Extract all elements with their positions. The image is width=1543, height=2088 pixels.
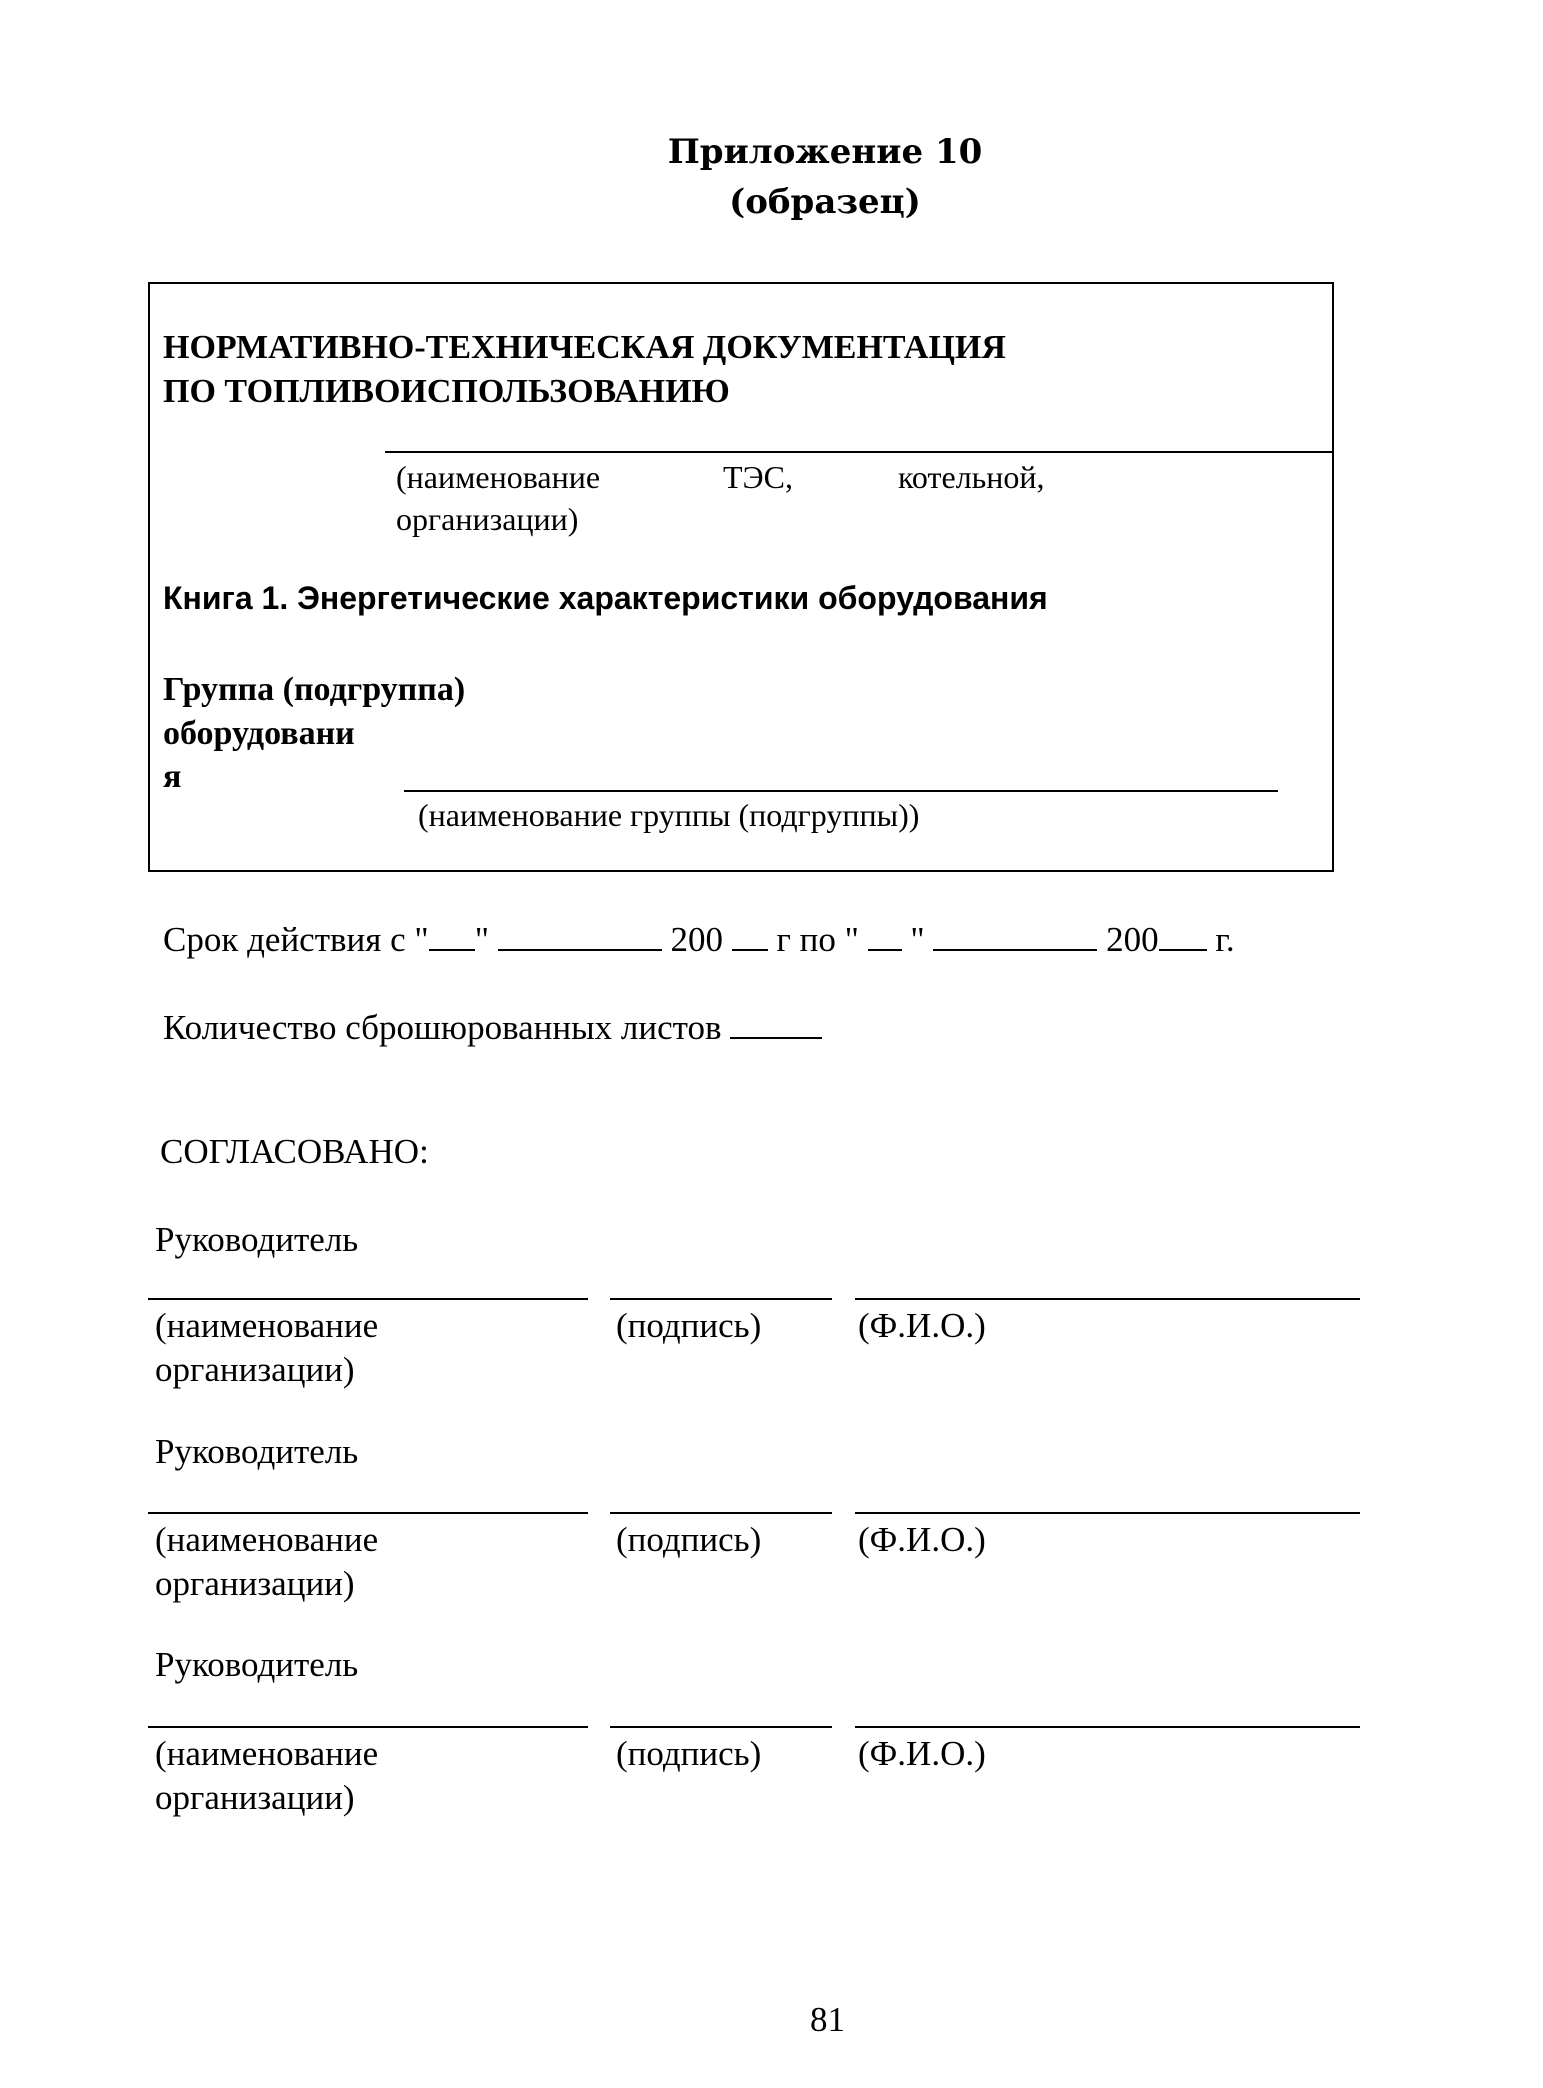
doc-title-line2: ПО ТОПЛИВОИСПОЛЬЗОВАНИЮ [163,373,730,410]
org-caption: (наименование [155,1734,379,1773]
validity-middle: г по " [776,920,859,959]
validity-period [163,918,1235,962]
box-top-overline [858,282,1334,284]
fio-caption: (Ф.И.О.) [858,1734,986,1773]
signature-line[interactable] [610,1298,832,1300]
page-number: 81 [810,2000,845,2039]
group-label-line2: оборудовани [163,715,355,752]
org-signature-line[interactable] [148,1512,588,1514]
signature-line[interactable] [610,1512,832,1514]
org-caption: (наименование [155,1520,379,1559]
appendix-title: Приложение 10 [667,132,983,172]
org-caption: (наименование [155,1306,379,1345]
validity-year1: 200 [670,920,723,959]
org-caption-2: организации) [155,1564,355,1603]
sheets-count-blank[interactable] [730,1007,822,1039]
org-signature-line[interactable] [148,1298,588,1300]
org-caption-2: организации) [155,1778,355,1817]
signature-line[interactable] [610,1726,832,1728]
sheets-count [163,1006,822,1050]
org-signature-line[interactable] [148,1726,588,1728]
sheets-label: Количество сброшюрованных листов [163,1008,722,1047]
validity-year-from-blank[interactable] [732,919,768,951]
validity-day-from-blank[interactable] [429,919,475,951]
org-caption-word1: (наименование [396,459,601,495]
validity-month-from-blank[interactable] [498,919,662,951]
signatory-role: Руководитель [155,1432,359,1471]
signature-caption: (подпись) [616,1734,762,1773]
fio-caption: (Ф.И.О.) [858,1306,986,1345]
org-name-line [385,451,1334,453]
validity-year-to-blank[interactable] [1159,919,1207,951]
signatory-role: Руководитель [155,1645,359,1684]
group-name-line [404,790,1278,792]
group-caption: (наименование группы (подгруппы)) [418,797,920,833]
org-caption-word2: ТЭС, [723,459,794,495]
doc-title-line1: НОРМАТИВНО-ТЕХНИЧЕСКАЯ ДОКУМЕНТАЦИЯ [163,329,1006,366]
signature-caption: (подпись) [616,1306,762,1345]
validity-month-to-blank[interactable] [933,919,1097,951]
signature-caption: (подпись) [616,1520,762,1559]
validity-quote-close2: " [910,920,925,959]
validity-suffix: г. [1215,920,1235,959]
validity-year2: 200 [1106,920,1159,959]
validity-day-to-blank[interactable] [868,919,902,951]
group-label-line1: Группа (подгруппа) [163,671,466,708]
fio-line[interactable] [855,1298,1360,1300]
book-title: Книга 1. Энергетические характеристики оборудования [163,580,1048,616]
signatory-role: Руководитель [155,1220,359,1259]
agreed-label: СОГЛАСОВАНО: [160,1132,429,1171]
org-caption-2: организации) [155,1350,355,1389]
fio-caption: (Ф.И.О.) [858,1520,986,1559]
fio-line[interactable] [855,1512,1360,1514]
org-caption-line2: организации) [396,501,579,537]
validity-prefix: Срок действия с " [163,920,429,959]
group-label-line3: я [163,758,182,795]
appendix-subtitle: (образец) [729,182,921,222]
org-caption-word3: котельной, [898,459,1045,495]
fio-line[interactable] [855,1726,1360,1728]
validity-quote-close: " [474,920,489,959]
